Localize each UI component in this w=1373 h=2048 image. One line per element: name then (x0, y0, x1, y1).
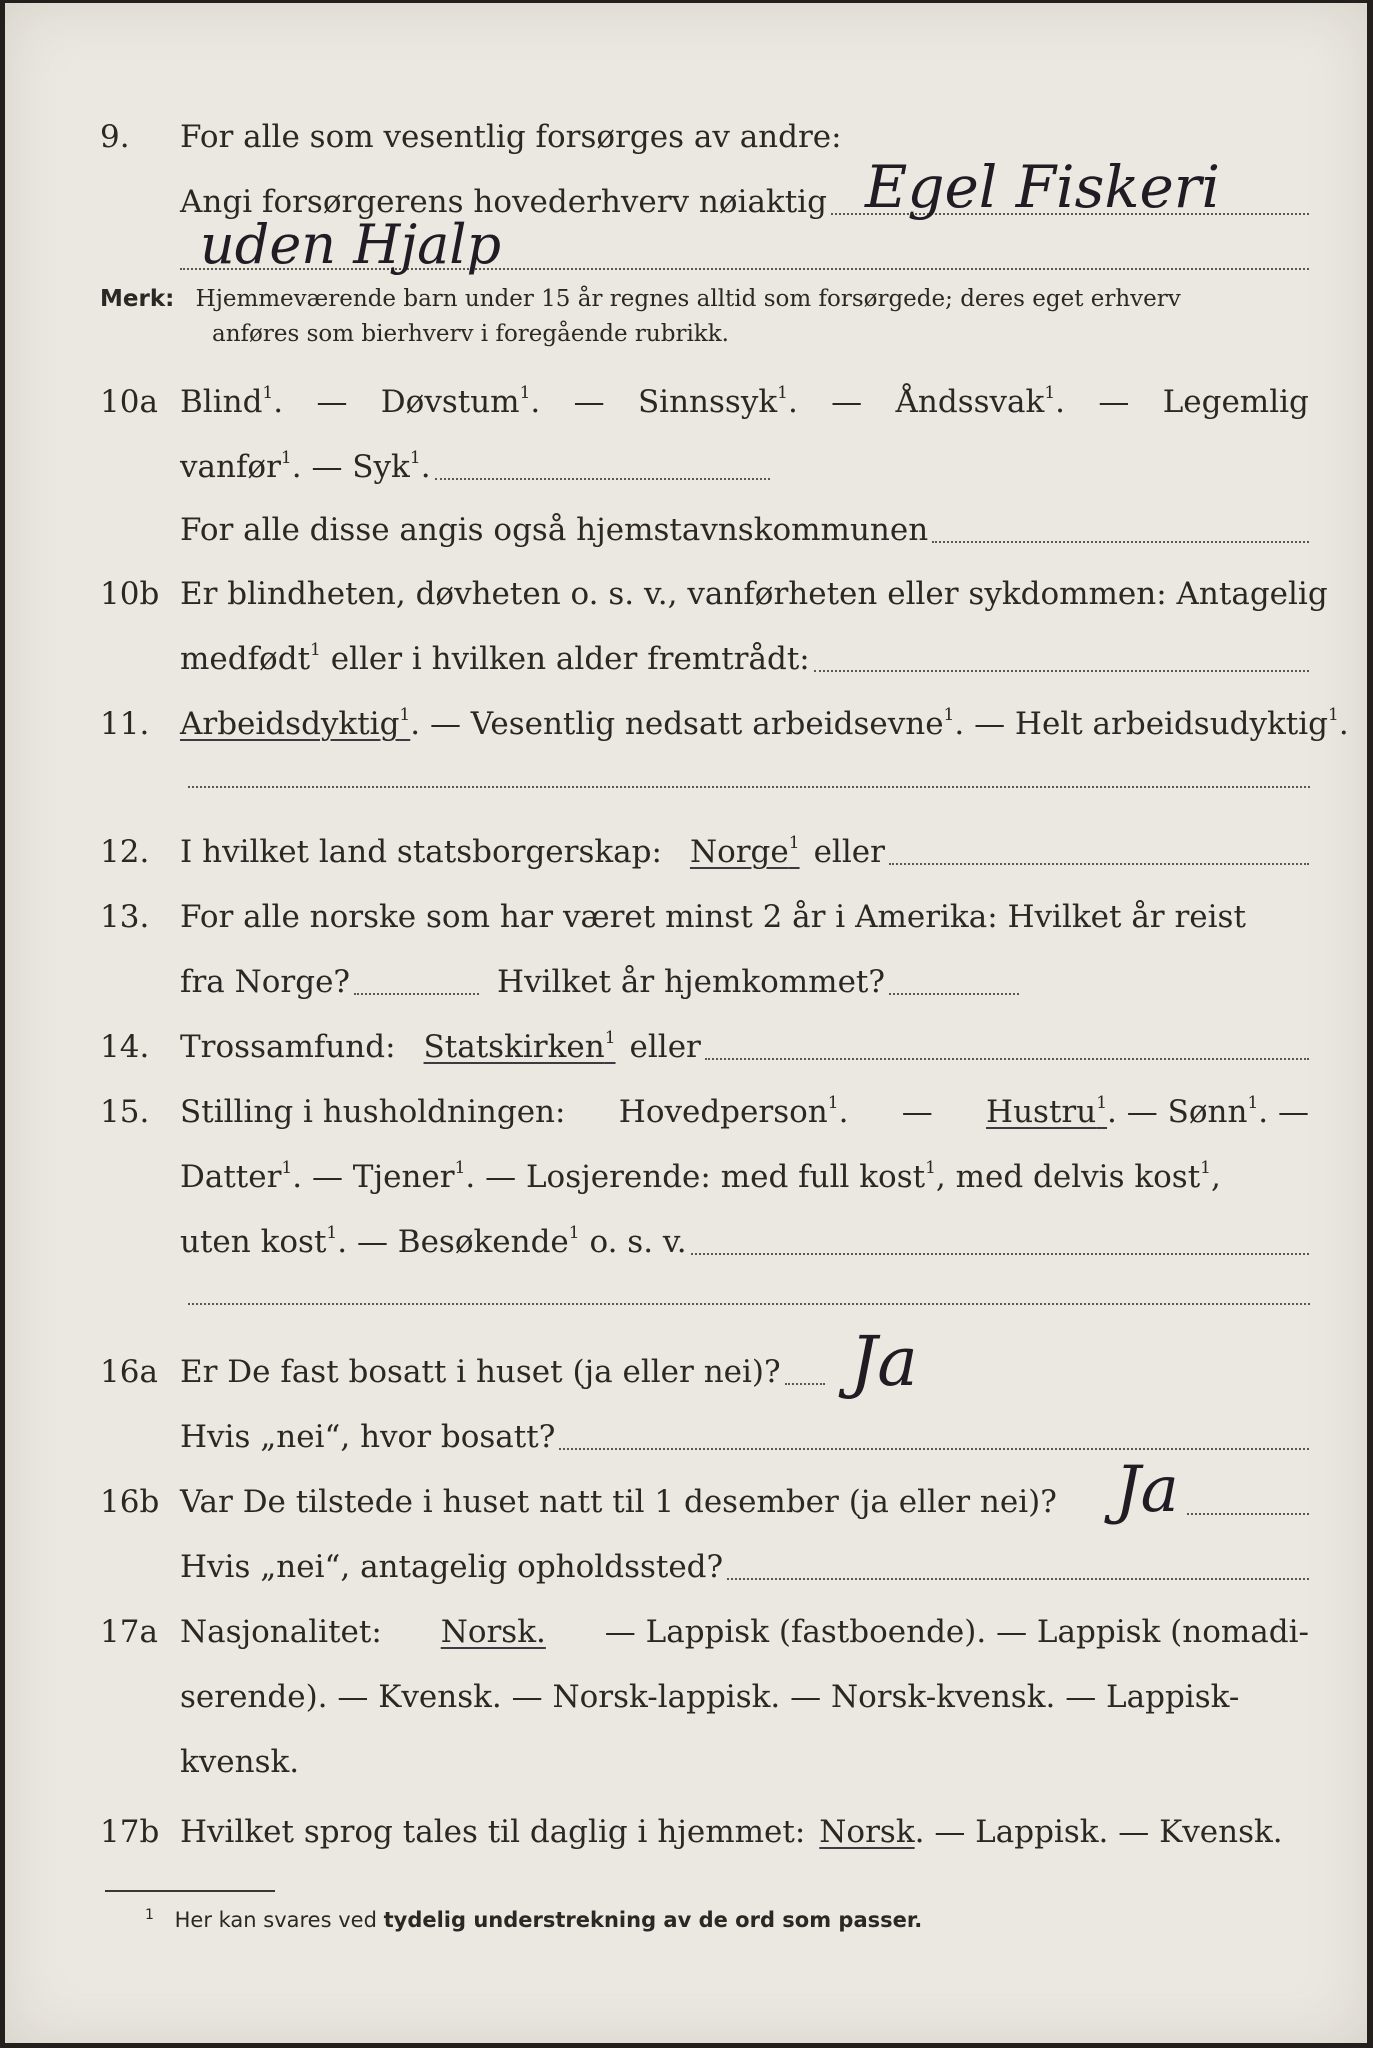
q10a-answer-field2[interactable] (932, 541, 1309, 543)
q10a-option: — (316, 384, 348, 420)
q15-text1a: Stilling i husholdningen: (180, 1094, 566, 1130)
q15-line3 (5, 1208, 1367, 1264)
footnote-text1: Her kan svares ved (174, 1908, 377, 1932)
q17a-option-norsk[interactable]: Norsk. (440, 1614, 546, 1650)
q17b-rest: . — Lappisk. — Kvensk. (914, 1814, 1283, 1850)
q16a-line1 (5, 1338, 1367, 1394)
q10a-option: — (831, 384, 863, 420)
q9-text1: For alle som vesentlig forsørges av andre: (180, 119, 842, 155)
q14-eller: eller (629, 1029, 701, 1065)
q14-line (5, 1013, 1367, 1069)
q9-handwritten-answer2: uden Hjalp (200, 213, 502, 276)
q16a-answer-field2[interactable] (559, 1448, 1309, 1450)
q9-line1 (5, 103, 1367, 159)
q10b-number: 10b (100, 576, 160, 612)
q17a-text3: kvensk. (180, 1744, 300, 1780)
q10a-option: — (573, 384, 605, 420)
q12-text: I hvilket land statsborgerskap: (180, 834, 662, 870)
q16b-text2: Hvis „nei“, antagelig opholdssted? (180, 1549, 724, 1585)
q10a-option[interactable]: Blind$^1$. (180, 383, 284, 420)
q12-eller: eller (813, 834, 885, 870)
q16b-answer-field1[interactable] (1187, 1513, 1309, 1515)
q9-handwritten-answer1: Egel Fiskeri (865, 153, 1221, 221)
q10a-line1 (5, 368, 1367, 424)
q10a-text3: For alle disse angis også hjemstavnskommunen (180, 512, 929, 548)
q10b-text2: medfødt$^1$ eller i hvilken alder fremtrådt: (180, 640, 810, 677)
q12-option-norge[interactable]: Norge$^1$ (689, 833, 800, 870)
q17a-number: 17a (100, 1614, 158, 1650)
q13-answer-field2[interactable] (889, 993, 1019, 995)
q15-line1 (5, 1078, 1367, 1134)
q17a-text2: serende). — Kvensk. — Norsk-lappisk. — Norsk-kvensk. — Lappisk- (180, 1679, 1240, 1715)
q10b-text1: Er blindheten, døvheten o. s. v., vanførheten eller sykdommen: Antagelig (180, 576, 1328, 612)
q14-option-statskirken[interactable]: Statskirken$^1$ (423, 1028, 616, 1065)
q17a-line3 (5, 1728, 1367, 1784)
q10a-line3 (5, 496, 1367, 552)
q16b-line2 (5, 1533, 1367, 1589)
q15-text3: uten kost$^1$. — Besøkende$^1$ o. s. v. (180, 1223, 687, 1260)
q15-option-hustru[interactable]: Hustru$^1$ (986, 1093, 1108, 1130)
q10b-answer-field[interactable] (814, 670, 1309, 672)
q16b-handwritten-answer: Ja (1115, 1453, 1179, 1527)
q11-rest: . — Vesentlig nedsatt arbeidsevne$^1$. — Helt arbeidsudyktig$^1$. (410, 705, 1349, 742)
footnote-mark: 1 (145, 1907, 154, 1923)
q16a-text1: Er De fast bosatt i huset (ja eller nei)? (180, 1354, 781, 1390)
q13-line1 (5, 883, 1367, 939)
q10a-option[interactable]: Døvstum$^1$. (380, 383, 541, 420)
q16b-number: 16b (100, 1484, 160, 1520)
q15-answer-field2[interactable] (188, 1303, 1310, 1305)
q16b-answer-field2[interactable] (727, 1578, 1309, 1580)
q17b-line (5, 1798, 1367, 1854)
q16a-number: 16a (100, 1354, 158, 1390)
q10a-option: — (1098, 384, 1130, 420)
q15-answer-field1[interactable] (691, 1253, 1309, 1255)
q10a-option[interactable]: Åndssvak$^1$. (895, 383, 1065, 420)
q16a-handwritten-answer: Ja (850, 1323, 918, 1402)
q11-option-arbeidsdyktig[interactable]: Arbeidsdyktig$^1$ (180, 705, 411, 742)
q17a-text1c: — Lappisk (fastboende). — Lappisk (nomadi- (604, 1614, 1309, 1650)
q17b-option-norsk[interactable]: Norsk (819, 1814, 915, 1850)
q14-text: Trossamfund: (180, 1029, 396, 1065)
q15-line2 (5, 1143, 1367, 1199)
q13-number: 13. (100, 899, 150, 935)
q17b-number: 17b (100, 1814, 160, 1850)
q10a-options (180, 383, 1309, 420)
q10a-text2: vanfør$^1$. — Syk$^1$. (180, 448, 431, 485)
merk-text2: anføres som bierhverv i foregående rubrikk. (212, 321, 729, 347)
q10a-answer-field1[interactable] (435, 478, 770, 480)
q14-answer-field[interactable] (705, 1058, 1309, 1060)
q16b-text1: Var De tilstede i huset natt til 1 desember (ja eller nei)? (180, 1484, 1057, 1520)
q10b-line2 (5, 625, 1367, 681)
q15-option-hovedperson[interactable]: Hovedperson$^1$. (618, 1093, 849, 1130)
q13-text2a: fra Norge? (180, 964, 351, 1000)
q17a-line2 (5, 1663, 1367, 1719)
q12-answer-field[interactable] (889, 863, 1309, 865)
q13-line2 (5, 948, 1367, 1004)
q12-line (5, 818, 1367, 874)
merk-label: Merk: (100, 286, 175, 312)
q11-line1 (5, 690, 1367, 746)
q15-text2: Datter$^1$. — Tjener$^1$. — Losjerende: med full kost$^1$, med delvis kost$^1$, (180, 1158, 1221, 1195)
q13-answer-field1[interactable] (354, 993, 479, 995)
q13-text2b: Hvilket år hjemkommet? (497, 964, 886, 1000)
q10a-option[interactable]: Legemlig (1162, 384, 1309, 420)
q10b-line1 (5, 560, 1367, 616)
q15-text1e: . — Sønn$^1$. — (1107, 1093, 1309, 1130)
q15-dash: — (901, 1094, 933, 1130)
merk-line1 (100, 286, 1181, 312)
q16a-line2 (5, 1403, 1367, 1459)
q13-text1: For alle norske som har været minst 2 år i Amerika: Hvilket år reist (180, 899, 1246, 935)
footnote-text2: tydelig understrekning av de ord som passer. (383, 1908, 923, 1932)
q11-number: 11. (100, 706, 150, 742)
merk-text1: Hjemmeværende barn under 15 år regnes alltid som forsørgede; deres eget erhverv (195, 286, 1181, 312)
q9-text2: Angi forsørgerens hovederhverv nøiaktig (180, 184, 827, 220)
q10a-number: 10a (100, 384, 158, 420)
q10a-option[interactable]: Sinnssyk$^1$. (637, 383, 798, 420)
q14-number: 14. (100, 1029, 150, 1065)
footnote (145, 1908, 922, 1932)
q9-number: 9. (100, 119, 130, 155)
q11-answer-field[interactable] (188, 786, 1310, 788)
q10a-line2 (5, 433, 1367, 489)
q16a-text2: Hvis „nei“, hvor bosatt? (180, 1419, 556, 1455)
q17a-line1 (5, 1598, 1367, 1654)
footnote-divider (105, 1890, 275, 1892)
q17a-text1a: Nasjonalitet: (180, 1614, 382, 1650)
q17b-text: Hvilket sprog tales til daglig i hjemmet: (180, 1814, 806, 1850)
census-form-page (5, 3, 1367, 2043)
q12-number: 12. (100, 834, 150, 870)
q15-number: 15. (100, 1094, 150, 1130)
q16a-answer-field1[interactable] (785, 1383, 825, 1385)
